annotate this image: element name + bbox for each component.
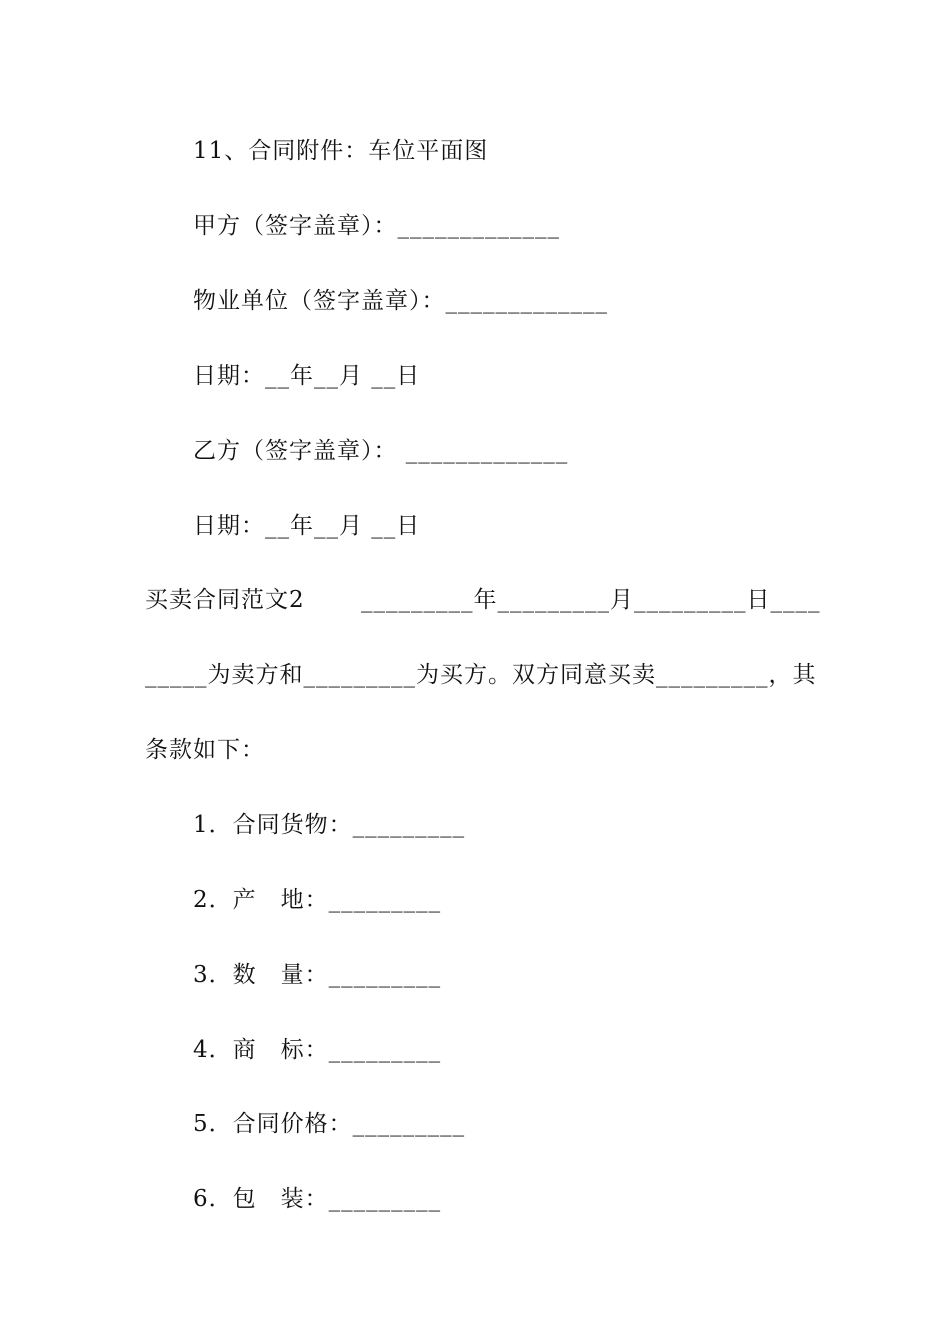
property-unit-signature-line: 物业单位（签字盖章）：_____________ — [193, 288, 608, 314]
contract-parties-line: _____为卖方和_________为买方。双方同意买卖_________，其 — [145, 662, 817, 688]
date-line-2: 日期：__年__月 __日 — [193, 513, 421, 539]
term-6-packaging: 6．包 装：_________ — [193, 1186, 442, 1212]
appendix-clause: 11、合同附件：车位平面图 — [193, 138, 489, 164]
term-4-trademark: 4．商 标：_________ — [193, 1037, 442, 1063]
term-2-origin: 2．产 地：_________ — [193, 887, 442, 913]
term-5-price: 5．合同价格：_________ — [193, 1111, 466, 1137]
party-b-signature-line: 乙方（签字盖章）： _____________ — [193, 438, 569, 464]
term-3-quantity: 3．数 量：_________ — [193, 962, 442, 988]
terms-intro-line: 条款如下： — [145, 737, 265, 763]
term-1-goods: 1．合同货物：_________ — [193, 812, 466, 838]
contract-heading-line: 买卖合同范文2 _________年_________月_________日____ — [145, 587, 821, 613]
party-a-signature-line: 甲方（签字盖章）：_____________ — [193, 213, 560, 239]
date-line-1: 日期：__年__月 __日 — [193, 363, 421, 389]
